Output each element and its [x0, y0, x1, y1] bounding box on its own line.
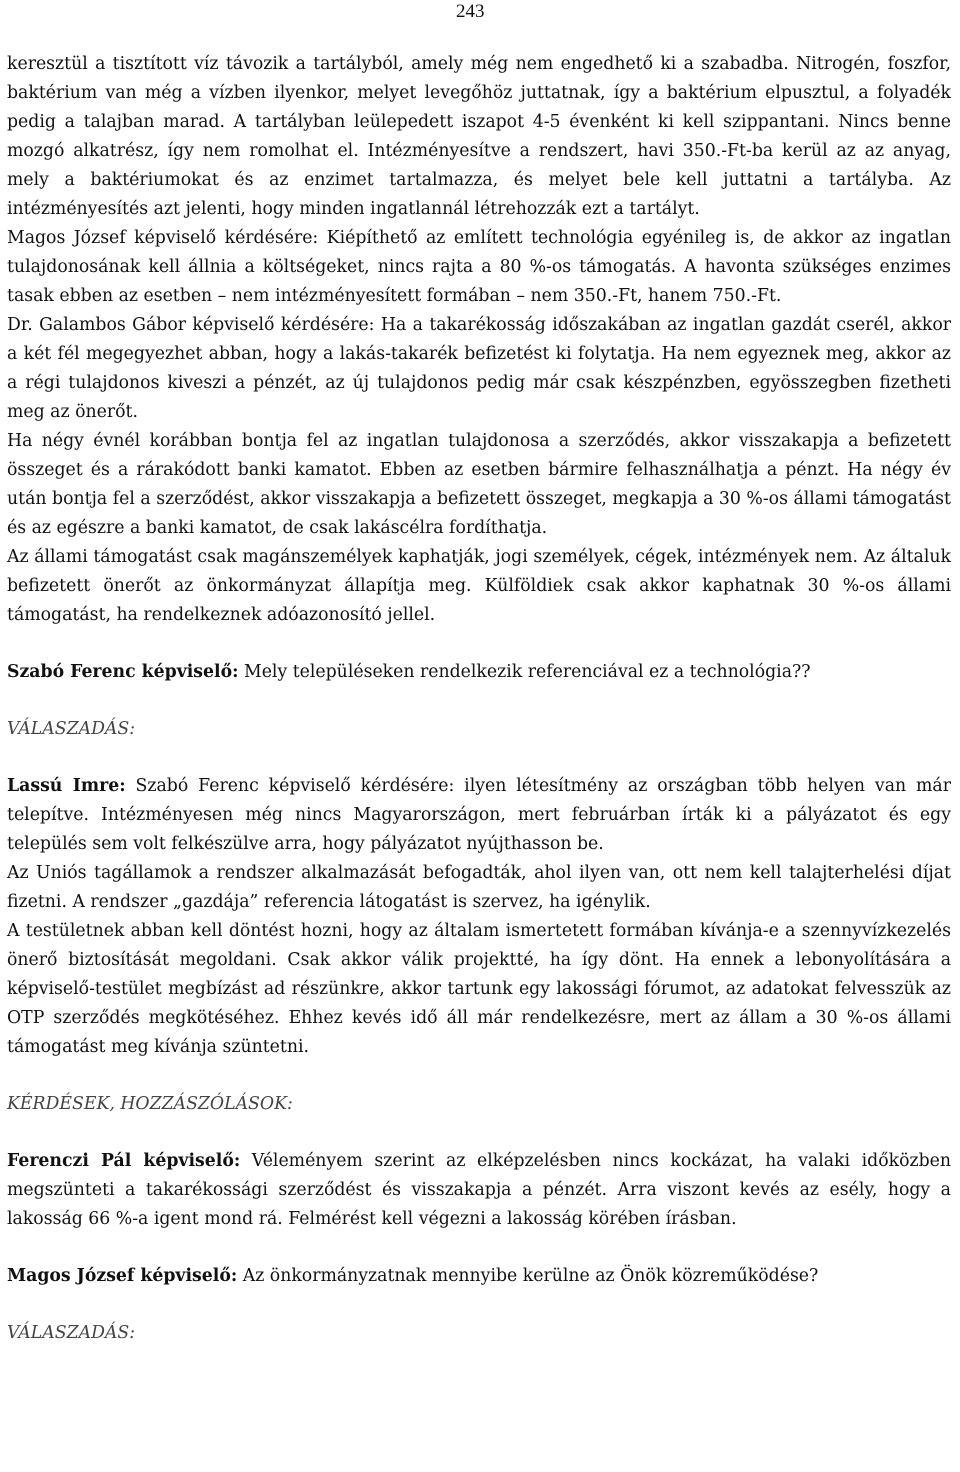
paragraph: A testületnek abban kell döntést hozni, hogy az általam ismertetett formában kívánja-e a szennyvízkezelés önerő biztosítását megoldani. Csak akkor válik projektté, ha így dönt. Ha ennek a lebonyolítására a képviselő-testület megbízást ad részünkre, akkor tartunk egy lakossági fórumot, az adatokat felvesszük az OTP szerződés megkötéséhez. Ehhez kevés idő áll már rendelkezésre, mert az állam a 30 %-os állami támogatást meg kívánja szüntetni.	[7, 921, 951, 1057]
paragraph: Dr. Galambos Gábor képviselő kérdésére: Ha a takarékosság időszakában az ingatlan gazdát cserél, akkor a két fél megegyezhet abban, hogy a lakás-takarék befizetést ki folytatja. Ha nem egyeznek meg, akkor az a régi tulajdonos kiveszi a pénzét, az új tulajdonos pedig már csak készpénzben, egyösszegben fizetheti meg az önerőt.	[7, 315, 951, 422]
speaker-name: Lassú Imre:	[7, 776, 126, 796]
answer-paragraph	[7, 772, 951, 859]
section-heading: VÁLASZADÁS:	[7, 1323, 136, 1343]
speaker-name: Szabó Ferenc képviselő:	[7, 662, 239, 682]
question-text: Az önkormányzatnak mennyibe kerülne az Önök közreműködése?	[237, 1266, 819, 1286]
paragraph: keresztül a tisztított víz távozik a tartályból, amely még nem engedhető ki a szabadba. Nitrogén, foszfor, baktérium van még a vízben ilyenkor, melyet levegőhöz juttatnak, így a baktérium elpusztul, a folyadék pedig a talajban marad. A tartályban leülepedett iszapot 4-5 évenként ki kell szippantani. Nincs benne mozgó alkatrész, így nem romolhat el. Intézményesítve a rendszert, havi 350.-Ft-ba kerül az az anyag, mely a baktériumokat és az enzimet tartalmazza, és melyet bele kell juttatni a tartályba. Az intézményesítés azt jelenti, hogy minden ingatlannál létrehozzák ezt a tartályt.	[7, 54, 951, 219]
spacer	[7, 1291, 951, 1319]
comment-paragraph	[7, 1147, 951, 1234]
speaker-name: Magos József képviselő:	[7, 1266, 238, 1286]
question-text: Mely településeken rendelkezik referenciával ez a technológia??	[238, 662, 811, 682]
spacer	[7, 1062, 951, 1090]
question-paragraph	[7, 1262, 951, 1291]
spacer	[7, 1119, 951, 1147]
paragraph: Ha négy évnél korábban bontja fel az ingatlan tulajdonosa a szerződés, akkor visszakapja a befizetett összeget és a rárakódott banki kamatot. Ebben az esetben bármire felhasználhatja a pénzt. Ha négy év után bontja fel a szerződést, akkor visszakapja a befizetett összeget, megkapja a 30 %-os állami támogatást és az egészre a banki kamatot, de csak lakáscélra fordíthatja.	[7, 431, 951, 538]
question-paragraph	[7, 658, 951, 687]
spacer	[7, 687, 951, 715]
spacer	[7, 1234, 951, 1262]
paragraph: Az állami támogatást csak magánszemélyek kaphatják, jogi személyek, cégek, intézmények nem. Az általuk befizetett önerőt az önkormányzat állapítja meg. Külföldiek csak akkor kaphatnak 30 %-os állami támogatást, ha rendelkeznek adóazonosító jellel.	[7, 547, 951, 625]
spacer	[7, 744, 951, 772]
section-heading: KÉRDÉSEK, HOZZÁSZÓLÁSOK:	[7, 1094, 293, 1114]
comment-text: Véleményem szerint az elképzelésben nincs kockázat, ha valaki időközben megszünteti a takarékossági szerződést és visszakapja a pénzét. Arra viszont kevés az esély, hogy a lakosság 66 %-a igent mond rá. Felmérést kell végezni a lakosság körében írásban.	[7, 1151, 951, 1229]
answer-text: Szabó Ferenc képviselő kérdésére: ilyen létesítmény az országban több helyen van már telepítve. Intézményesen még nincs Magyarországon, mert februárban írták ki a pályázatot és egy település sem volt felkészülve arra, hogy pályázatot nyújthasson be.	[7, 776, 951, 854]
spacer	[7, 630, 951, 658]
paragraph: Magos József képviselő kérdésére: Kiépíthető az említett technológia egyénileg is, de akkor az ingatlan tulajdonosának kell állnia a költségeket, nincs rajta a 80 %-os támogatás. A havonta szükséges enzimes tasak ebben az esetben – nem intézményesített formában – nem 350.-Ft, hanem 750.-Ft.	[7, 228, 951, 306]
paragraph: Az Uniós tagállamok a rendszer alkalmazását befogadták, ahol ilyen van, ott nem kell talajterhelési díjat fizetni. A rendszer „gazdája” referencia látogatást is szervez, ha igénylik.	[7, 863, 951, 912]
page-number: 243	[456, 1, 485, 22]
speaker-name: Ferenczi Pál képviselő:	[7, 1151, 241, 1171]
section-heading: VÁLASZADÁS:	[7, 719, 136, 739]
